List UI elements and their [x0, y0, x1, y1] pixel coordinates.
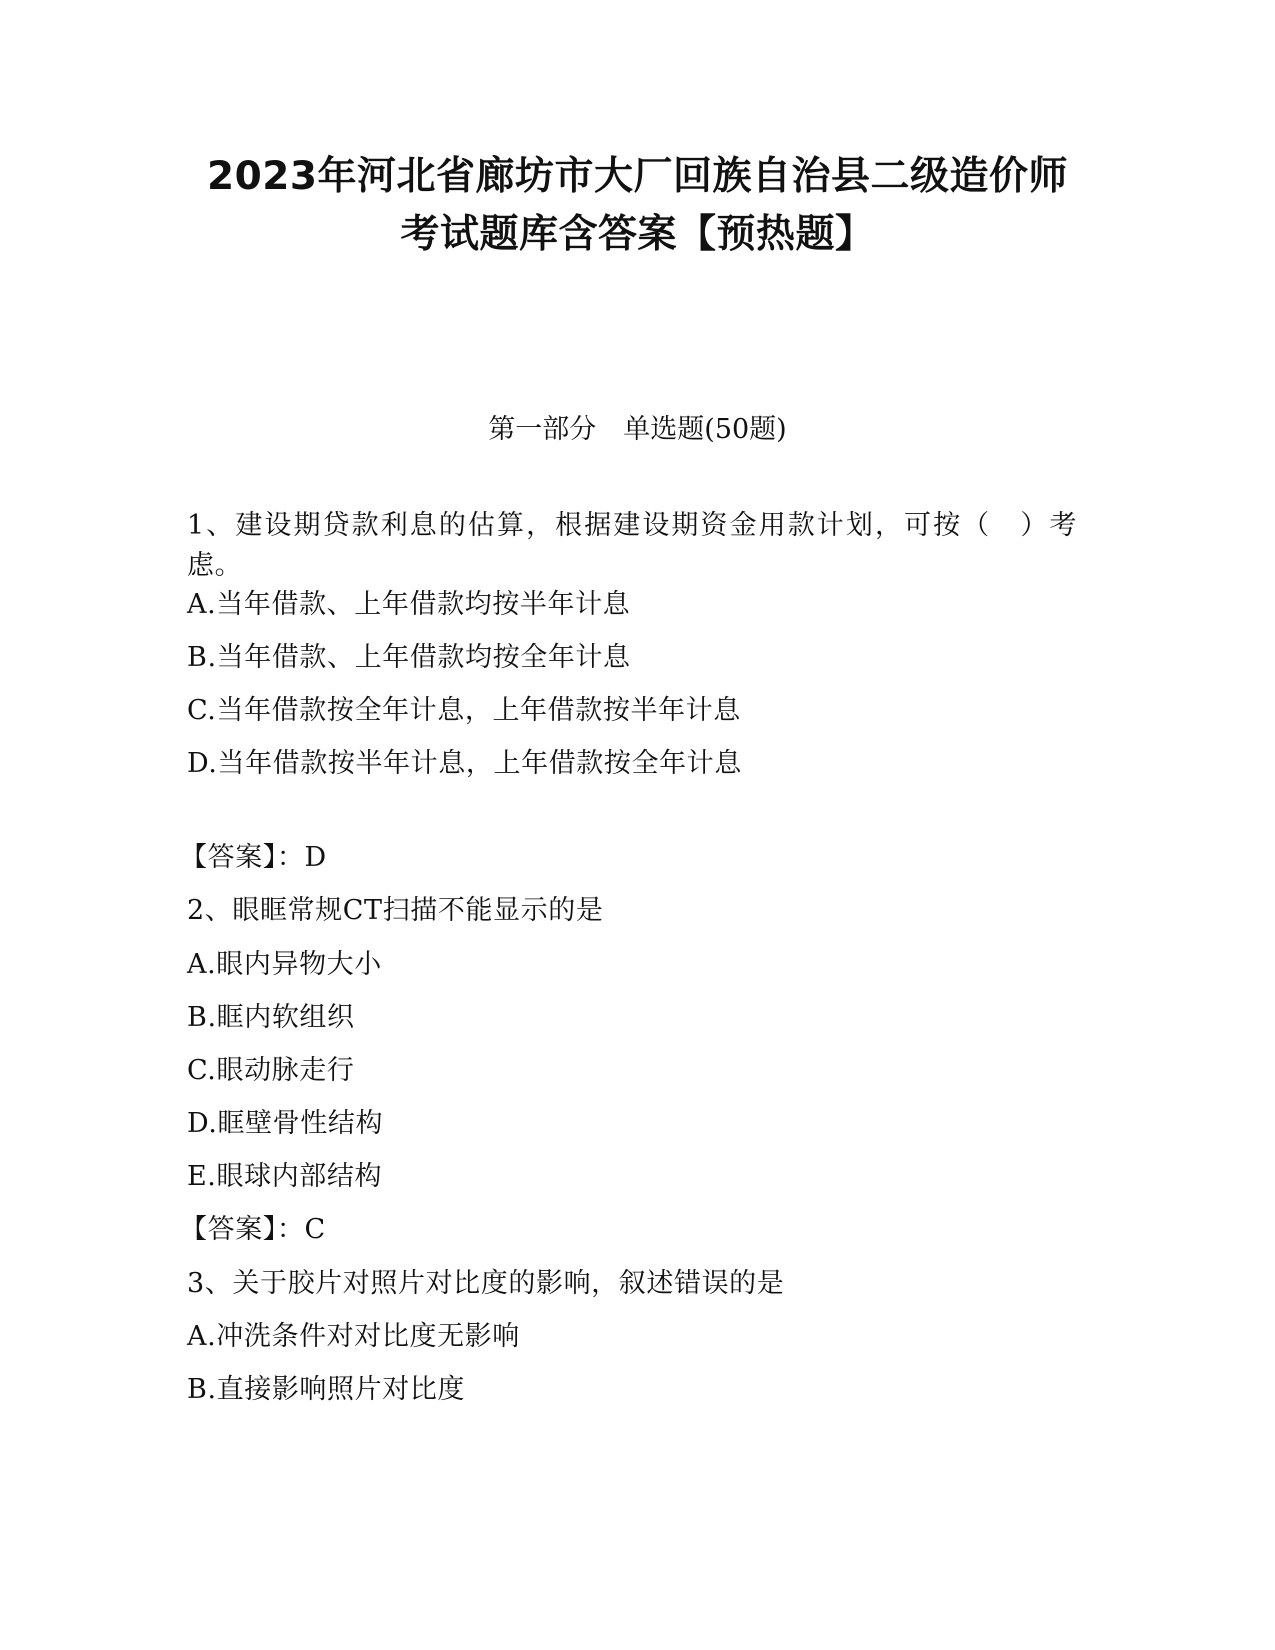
document-title-line-1: 2023年河北省廊坊市大厂回族自治县二级造价师: [206, 154, 1069, 199]
question-2-option-e: E.眼球内部结构: [187, 1161, 383, 1192]
question-2-option-c: C.眼动脉走行: [187, 1055, 355, 1086]
question-3-option-a: A.冲洗条件对对比度无影响: [187, 1321, 520, 1352]
question-2-answer: 【答案】：C: [180, 1214, 326, 1245]
question-1-answer: 【答案】：D: [180, 842, 327, 873]
section-heading: 第一部分 单选题(50题): [488, 414, 787, 445]
question-2-option-a: A.眼内异物大小: [187, 949, 382, 980]
question-2-option-d: D.眶壁骨性结构: [187, 1108, 384, 1139]
question-2-stem: 2、眼眶常规CT扫描不能显示的是: [187, 895, 604, 926]
question-3-stem: 3、关于胶片对照片对比度的影响，叙述错误的是: [187, 1268, 785, 1299]
question-1-option-b: B.当年借款、上年借款均按全年计息: [187, 642, 631, 673]
question-1-option-d: D.当年借款按半年计息，上年借款按全年计息: [187, 748, 742, 779]
document-title-line-2: 考试题库含答案【预热题】: [400, 212, 875, 257]
question-1-stem: 1、建设期贷款利息的估算，根据建设期资金用款计划，可按（ ）考虑。: [187, 510, 1077, 581]
question-1-option-a: A.当年借款、上年借款均按半年计息: [187, 589, 631, 620]
question-1-option-c: C.当年借款按全年计息，上年借款按半年计息: [187, 695, 741, 726]
question-3-option-b: B.直接影响照片对比度: [187, 1374, 466, 1405]
question-2-option-b: B.眶内软组织: [187, 1002, 355, 1033]
document-title: [150, 148, 1125, 264]
